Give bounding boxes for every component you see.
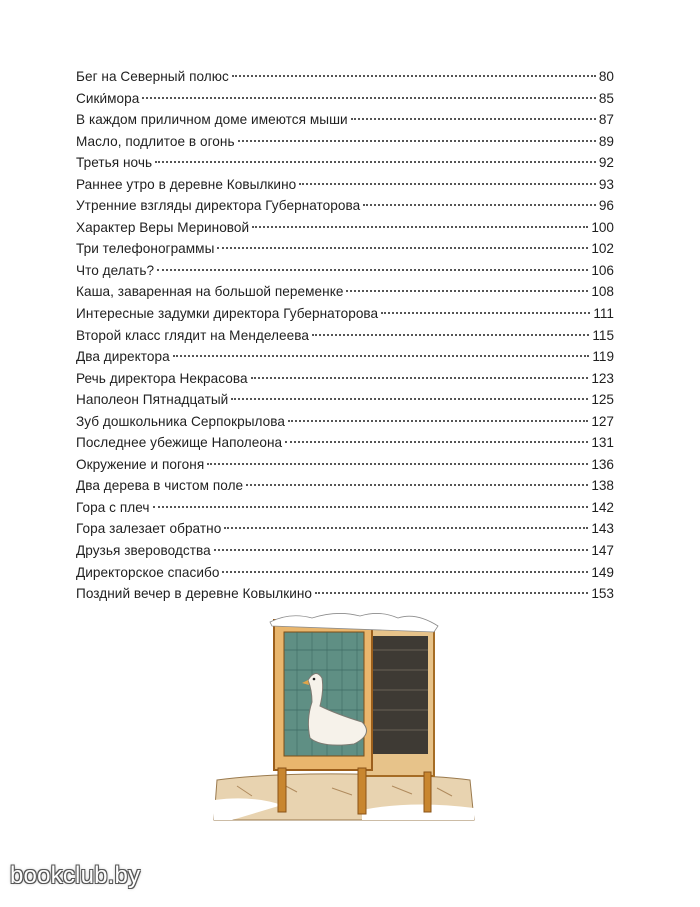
toc-entry: [76, 174, 614, 196]
dot-leader: [315, 591, 588, 594]
toc-entry-title: Друзья звероводства: [76, 543, 211, 559]
toc-entry-page: 143: [591, 521, 614, 537]
toc-entry: [76, 131, 614, 153]
dot-leader: [285, 440, 588, 443]
dot-leader: [288, 419, 588, 422]
toc-entry: [76, 540, 614, 562]
toc-entry-page: 108: [591, 284, 614, 300]
toc-entry-page: 138: [591, 478, 614, 494]
toc-entry: [76, 66, 614, 88]
toc-entry-page: 127: [591, 413, 614, 429]
toc-entry-title: Масло, подлитое в огонь: [76, 133, 235, 149]
toc-entry-page: 87: [598, 112, 614, 128]
toc-entry-page: 96: [598, 198, 614, 214]
dot-leader: [217, 246, 588, 249]
toc-entry-title: Каша, заваренная на большой переменке: [76, 284, 344, 300]
toc-entry-page: 115: [592, 327, 614, 343]
toc-entry-page: 100: [591, 219, 614, 235]
toc-entry: [76, 88, 614, 110]
toc-entry-title: В каждом приличном доме имеются мыши: [76, 112, 348, 128]
case-leg: [424, 772, 431, 812]
toc-entry: [76, 497, 614, 519]
toc-entry-page: 131: [591, 435, 614, 451]
dot-leader: [252, 225, 588, 228]
watermark: bookclub.by: [10, 862, 141, 889]
toc-entry: [76, 195, 614, 217]
dot-leader: [214, 548, 589, 551]
toc-entry-title: Что делать?: [76, 262, 155, 278]
dot-leader: [363, 203, 596, 206]
dot-leader: [207, 462, 588, 465]
toc-entry-page: 119: [592, 349, 614, 365]
toc-entry-title: Сики́мора: [76, 90, 140, 106]
toc-entry-title: Речь директора Некрасова: [76, 370, 248, 386]
toc-entry-title: Три телефонограммы: [76, 241, 215, 257]
toc-entry-title: Два дерева в чистом поле: [76, 478, 244, 494]
illustration-display-case: [212, 610, 487, 830]
toc-entry: [76, 562, 614, 584]
dot-leader: [251, 376, 589, 379]
toc-entry-title: Зуб дошкольника Серпокрылова: [76, 413, 285, 429]
toc-entry-title: Бег на Северный полюс: [76, 69, 229, 84]
toc-entry-page: 147: [591, 543, 614, 559]
dot-leader: [299, 182, 596, 185]
toc-entry: [76, 346, 614, 368]
dot-leader: [155, 160, 596, 163]
dot-leader: [381, 311, 590, 314]
toc-entry-page: 106: [591, 262, 614, 278]
toc-entry-page: 153: [591, 586, 614, 602]
dot-leader: [231, 397, 588, 400]
dot-leader: [238, 139, 596, 142]
toc-entry-page: 142: [591, 499, 614, 515]
toc-entry: [76, 411, 614, 433]
toc-entry-title: Директорское спасибо: [76, 564, 220, 580]
toc-entry-page: 102: [591, 241, 614, 257]
dot-leader: [153, 505, 589, 508]
toc-entry: [76, 109, 614, 131]
toc-entry-page: 149: [591, 564, 614, 580]
toc-entry-title: Утренние взгляды директора Губернаторова: [76, 198, 361, 214]
toc-entry-page: 93: [598, 176, 614, 192]
dot-leader: [312, 333, 589, 336]
dot-leader: [224, 526, 588, 529]
toc-entry-title: Поздний вечер в деревне Ковылкино: [76, 586, 313, 602]
toc-entry-title: Два директора: [76, 349, 170, 365]
toc-entry-page: 125: [591, 392, 614, 408]
dot-leader: [346, 289, 588, 292]
toc-entry-title: Интересные задумки директора Губернаторова: [76, 306, 379, 322]
toc-entry-title: Характер Веры Мериновой: [76, 219, 250, 235]
toc-entry: [76, 303, 614, 325]
toc-entry: [76, 325, 614, 347]
dot-leader: [173, 354, 590, 357]
dot-leader: [157, 268, 588, 271]
toc-entry: [76, 475, 614, 497]
case-leg: [358, 768, 366, 814]
toc-entry-title: Окружение и погоня: [76, 456, 205, 472]
table-of-contents: [76, 66, 614, 605]
toc-entry-title: Последнее убежище Наполеона: [76, 435, 283, 451]
toc-entry-page: 123: [591, 370, 614, 386]
toc-entry-title: Гора залезает обратно: [76, 521, 222, 537]
case-leg: [278, 768, 286, 812]
toc-entry-page: 111: [593, 306, 614, 322]
toc-entry-page: 89: [598, 133, 614, 149]
toc-entry: [76, 368, 614, 390]
toc-entry-title: Гора с плеч: [76, 499, 150, 515]
toc-entry-title: Третья ночь: [76, 155, 153, 171]
dot-leader: [142, 96, 595, 99]
toc-entry: [76, 454, 614, 476]
toc-entry: [76, 260, 614, 282]
toc-entry-page: 80: [598, 69, 614, 84]
dot-leader: [246, 483, 588, 486]
toc-entry: [76, 238, 614, 260]
toc-entry: [76, 518, 614, 540]
toc-entry: [76, 432, 614, 454]
dot-leader: [351, 117, 596, 120]
toc-entry: [76, 281, 614, 303]
toc-entry-title: Второй класс глядит на Менделеева: [76, 327, 309, 343]
toc-entry: [76, 389, 614, 411]
toc-entry-page: 136: [591, 456, 614, 472]
toc-entry-page: 92: [598, 155, 614, 171]
toc-entry: [76, 152, 614, 174]
toc-entry-title: Раннее утро в деревне Ковылкино: [76, 176, 297, 192]
dot-leader: [232, 74, 596, 77]
toc-entry: [76, 217, 614, 239]
dot-leader: [222, 570, 588, 573]
toc-entry-page: 85: [598, 90, 614, 106]
toc-entry-title: Наполеон Пятнадцатый: [76, 392, 229, 408]
toc-entry: [76, 583, 614, 605]
